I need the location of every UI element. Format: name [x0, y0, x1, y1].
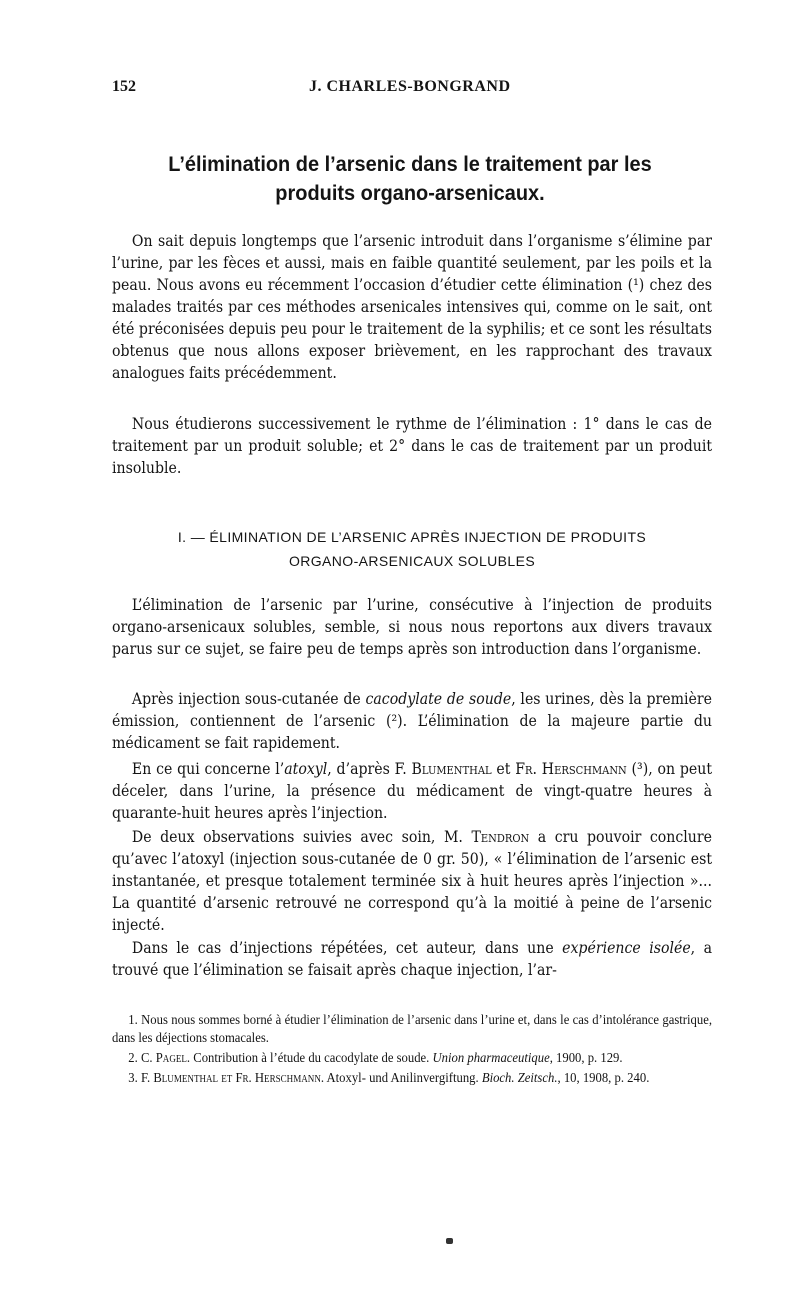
footnotes: [112, 1012, 712, 1090]
paragraph-repeated-injections: [112, 937, 712, 981]
author-name: Fr. Herschmann: [515, 760, 627, 778]
journal-title: Bioch. Zeitsch.: [481, 1071, 558, 1086]
author-name: Tendron: [471, 828, 530, 846]
text-run: En ce qui concerne l’: [131, 760, 285, 778]
author-name: F. Blumenthal et Fr. Herschmann: [140, 1071, 321, 1086]
text-run: , 1900, p. 129.: [549, 1051, 623, 1066]
paragraph-elimination: L’élimination de l’arsenic par l’urine, consécutive à l’injection de produits organo-arsenicaux solubles, semble, si nous nous reportons aux divers travaux parus sur ce sujet, se faire peu de temps après son introduction dans l’organisme.: [112, 596, 713, 658]
page-header: [112, 78, 712, 102]
paragraph-tendron: [112, 826, 712, 936]
text-run: 3.: [128, 1071, 141, 1086]
text-run: , 10, 1908, p. 240.: [557, 1071, 650, 1086]
journal-title: Union pharmaceutique: [432, 1051, 550, 1066]
section-heading-line-2: ORGANO-ARSENICAUX SOLUBLES: [288, 553, 536, 569]
text-run: 2.: [128, 1051, 141, 1066]
paragraph-intro: On sait depuis longtemps que l’arsenic introduit dans l’organisme s’élimine par l’urine, par les fèces et aussi, mais en faible quantité seulement, par les poils et la peau. Nous avons eu récemment l’occasion d’étudier cette élimination (¹) chez des malades traités par ces méthodes arsenicales intensives qui, comme on le sait, ont été préconisées depuis peu pour le traitement de la syphilis; et ce sont les résultats obtenus que nous allons exposer brièvement, en les rapprochant des travaux analogues faits précédemment.: [112, 232, 713, 382]
running-head: J. CHARLES-BONGRAND: [309, 78, 511, 95]
text-run: De deux observations suivies avec soin, M.: [131, 828, 472, 846]
text-run: Après injection sous-cutanée de: [131, 690, 366, 708]
text-run: . Contribution à l’étude du cacodylate de soude.: [186, 1051, 433, 1066]
italic-term: atoxyl: [284, 760, 328, 778]
italic-term: expérience isolée: [562, 939, 691, 957]
footnote-3: [112, 1070, 712, 1088]
author-name: F. Blumenthal: [394, 760, 492, 778]
text-run: a cru pouvoir conclure qu’avec l’atoxyl (injection sous-cutanée de 0 gr. 50), « l’élimination de l’arsenic est instantanée, et presque totalement terminée six à huit heures après l’injection »... La quantité d’arsenic retrouvé ne correspond qu’à la moitié à peine de l’arsenic injecté.: [112, 828, 713, 934]
paragraph-atoxyl: [112, 758, 712, 824]
text-run: Dans le cas d’injections répétées, cet auteur, dans une: [131, 939, 563, 957]
author-name: C. Pagel: [140, 1051, 187, 1066]
article-title: L’élimination de l’arsenic dans le traitement par les produits organo-arsenicaux.: [168, 153, 652, 205]
footnote-1: 1. Nous nous sommes borné à étudier l’élimination de l’arsenic dans l’urine et, dans le cas d’intolérance gastrique, dans les déjections stomacales.: [112, 1013, 713, 1046]
text-run: . Atoxyl- und Anilinvergiftung.: [320, 1071, 482, 1086]
text-run: et: [491, 760, 516, 778]
paragraph-plan: Nous étudierons successivement le rythme de l’élimination : 1° dans le cas de traitement par un produit soluble; et 2° dans le cas de traitement par un produit insoluble.: [112, 415, 713, 477]
footnote-2: [112, 1050, 712, 1068]
text-run: , d’après: [327, 760, 395, 778]
text-run: , les urines, dès la première émission, contiennent de l’arsenic (²). L’élimination de la majeure partie du médicament se fait rapidement.: [112, 690, 713, 752]
text-run: , a trouvé que l’élimination se faisait après chaque injection, l’ar-: [112, 939, 713, 979]
page-number: 152: [112, 78, 136, 95]
text-run: (³), on peut déceler, dans l’urine, la présence du médicament de vingt-quatre heures à quarante-huit heures après l’injection.: [112, 760, 713, 822]
italic-term: cacodylate de soude: [365, 690, 512, 708]
page-mark: [446, 1238, 453, 1244]
section-heading-line-1: I. — ÉLIMINATION DE L’ARSENIC APRÈS INJECTION DE PRODUITS: [177, 529, 647, 545]
section-heading: [112, 525, 712, 573]
paragraph-cacodylate: [112, 688, 712, 754]
